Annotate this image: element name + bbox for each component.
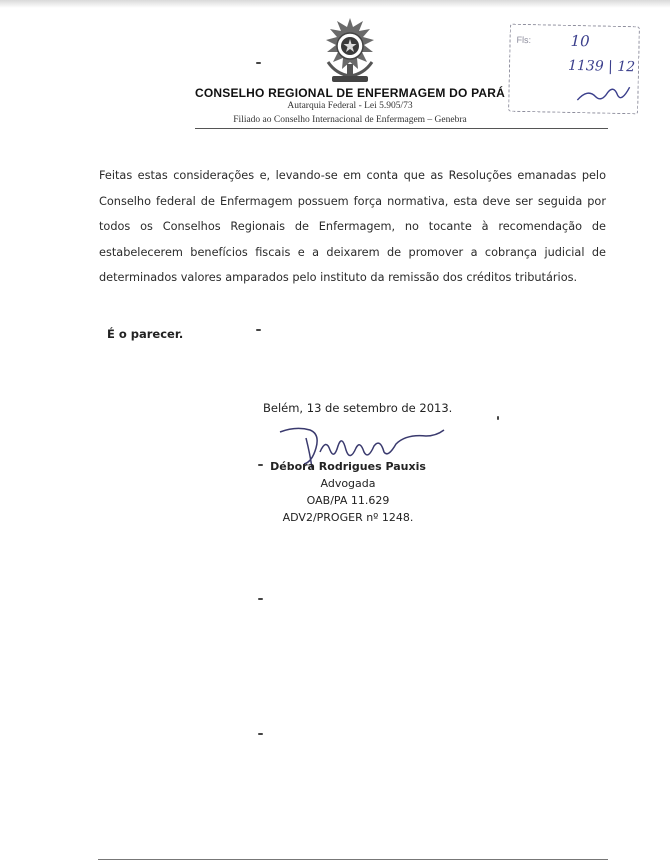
organization-legal-line: Autarquia Federal - Lei 5.905/73 [287,101,413,111]
organization-affiliation-line: Filiado ao Conselho Internacional de Enfermagem – Genebra [233,115,467,125]
header-divider [195,128,608,129]
closing-statement: É o parecer. [107,327,184,341]
signatory-block [270,458,426,526]
stamp-fls-value: 10 [570,31,590,51]
opinion-paragraph: Feitas estas considerações e, levando-se em conta que as Resoluções emanadas pelo Conselho federal de Enfermagem possuem força normativa, esta deve ser seguida por todos os Conselhos Regionais de Enfermagem, no tocante à recomendação de estabelecerem benefícios fiscais e a deixarem de promover a cobrança judicial de determinados valores amparados pelo instituto da remissão dos créditos tributários. [99,169,606,285]
page-number-stamp [508,24,640,115]
coat-of-arms-icon [318,18,382,84]
signatory-oab: OAB/PA 11.629 [306,494,390,507]
scan-speck [497,416,499,420]
scan-speck [256,62,261,64]
scan-speck [258,598,263,600]
scan-speck [258,733,263,735]
scan-speck [256,329,261,331]
stamp-rubric-signature [573,80,634,107]
scan-top-edge [0,0,670,8]
signatory-name: Débora Rodrigues Pauxis [270,460,426,473]
scan-speck [258,464,263,466]
footer-divider [98,859,608,860]
organization-name: CONSELHO REGIONAL DE ENFERMAGEM DO PARÁ [194,86,506,100]
signatory-registry: ADV2/PROGER nº 1248. [282,511,414,524]
place-and-date: Belém, 13 de setembro de 2013. [263,401,453,415]
stamp-processo-value: 1139 | 12 [567,57,636,76]
stamp-fls-label: Fls: [516,34,532,46]
signatory-role: Advogada [320,477,376,490]
